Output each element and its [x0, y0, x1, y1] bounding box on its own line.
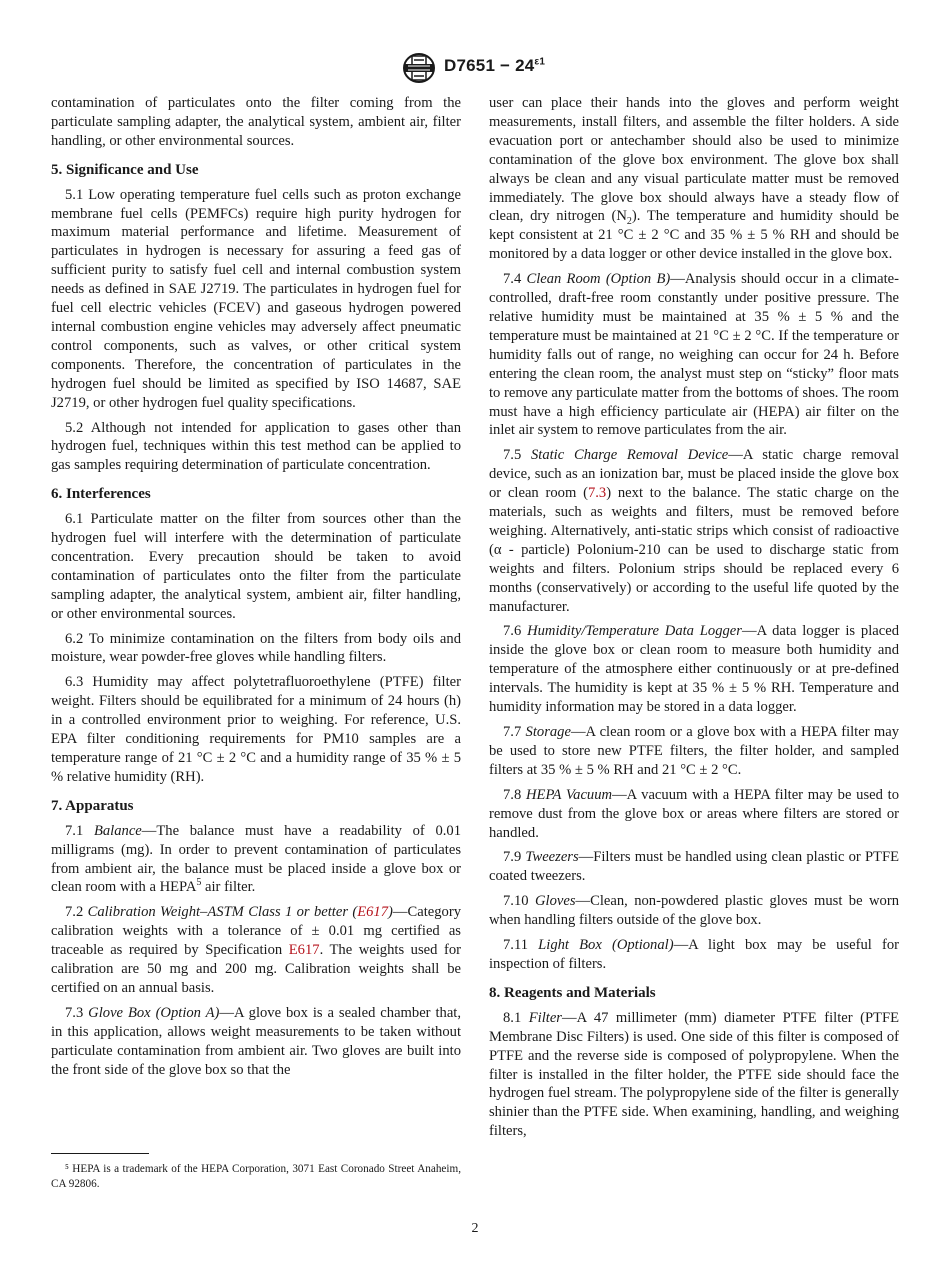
section-5-heading: 5. Significance and Use	[51, 161, 199, 178]
section-7-3-link[interactable]: 7.3	[587, 485, 607, 502]
paragraph-7-2: 7.2 Calibration Weight–ASTM Class 1 or better (E617)—Category calibration weights with a tolerance of ± 0.01 mg certified as traceable as required by Specification E617. The weights used for calibration are 50 mg and 200 mg. Calibration weights shall be certified on an annual basis.	[51, 904, 461, 996]
paragraph-7-11: 7.11 Light Box (Optional)—A light box may be useful for inspection of filters.	[489, 937, 900, 972]
section-7-heading: 7. Apparatus	[51, 797, 134, 814]
page-header	[0, 52, 950, 86]
paragraph-6-1: 6.1 Particulate matter on the filter from sources other than the hydrogen fuel will interfere with the determination of particulate concentration. Every precaution should be taken to avoid contamination of particulates onto the filter from the particulate sampling adapter, the analytical system, ambient air, filter handling, or other environmental sources.	[51, 511, 461, 622]
paragraph-6-2: 6.2 To minimize contamination on the filters from body oils and moisture, wear powder-free gloves while handling filters.	[51, 630, 461, 666]
paragraph-7-1: 7.1 Balance—The balance must have a readability of 0.01 milligrams (mg). In order to prevent contamination of particulates from ambient air, the balance must be placed inside a glove box or clean room with a HEPA$^5$ air filter.	[51, 822, 462, 896]
paragraph-6-3: 6.3 Humidity may affect polytetrafluoroethylene (PTFE) filter weight. Filters should be equilibrated for a minimum of 24 hours (h) in a controlled environment prior to weighing. For reference, U.S. EPA filter conditioning requirements for PM10 samples are a temperature range of 21 °C ± 2 °C and a humidity range of 35 % ± 5 % relative humidity (RH).	[51, 674, 461, 785]
footnote: ⁵ HEPA is a trademark of the HEPA Corporation, 3071 East Coronado Street Anaheim, CA 92806.	[51, 1163, 461, 1190]
footnote-divider	[51, 1153, 149, 1154]
paragraph-7-7: 7.7 Storage—A clean room or a glove box with a HEPA filter may be used to store new PTFE filters, the filter holder, and sampled filters at 35 % ± 5 % RH and 21 °C ± 2 °C.	[489, 724, 899, 778]
page-number: 2	[471, 1221, 479, 1236]
paragraph-5-2: 5.2 Although not intended for application to gases other than hydrogen fuel, techniques within this test method can be applied to gas samples requiring determination of particulate concentration.	[51, 419, 461, 474]
paragraph-continuation: contamination of particulates onto the filter coming from the particulate sampling adapter, the analytical system, ambient air, filter handling, or other environmental sources.	[51, 95, 461, 149]
paragraph-7-10: 7.10 Gloves—Clean, non-powdered plastic gloves must be worn when handling filters outside of the glove box.	[489, 893, 899, 929]
astm-logo-icon	[402, 52, 436, 84]
section-8-heading: 8. Reagents and Materials	[489, 984, 656, 1001]
paragraph-7-8: 7.8 HEPA Vacuum—A vacuum with a HEPA filter may be used to remove dust from the glove box or areas where filters are stored or handled.	[489, 786, 900, 841]
e617-link[interactable]: E617	[357, 904, 389, 921]
right-column	[489, 94, 899, 1147]
document-designation: $D7651 - 24^{\varepsilon 1}$	[444, 56, 546, 75]
paragraph-7-3-continuation: user can place their hands into the gloves and perform weight measurements, install filters, and assemble the filter holders. A side evacuation port or antechamber should also be used to minimize contamination of the glove box environment. The glove box shall always be clean and any visual particulate matter must be removed immediately. The glove box should always have a steady flow of clean, dry nitrogen $(N_2)$. The temperature and humidity should be kept consistent at 21 °C ± 2 °C and 35 % ± 5 % RH and should be monitored by a data logger or other device installed in the glove box.	[489, 95, 899, 263]
paragraph-7-4: 7.4 Clean Room (Option B)—Analysis should occur in a climate-controlled, draft-free room constantly under positive pressure. The relative humidity must be maintained at 35 % ± 5 % and the temperature must be maintained at 21 °C ± 2 °C. If the temperature or humidity falls out of range, no weighing can occur for 24 h. Before entering the clean room, the analyst must step on “sticky” floor mats to remove any particulate matter from the bottoms of shoes. The room must have a high efficiency particulate air (HEPA) air filter on the inlet air system to remove particulates from the air.	[489, 271, 899, 439]
e617-link-2[interactable]: E617	[288, 942, 320, 959]
paragraph-7-6: 7.6 Humidity/Temperature Data Logger—A data logger is placed inside the glove box or clean room to measure both humidity and temperature of the atmosphere either continuously or at pre-defined intervals. The humidity is kept at 35 % ± 5 % RH. Temperature and humidity information may be stored in a data logger.	[489, 623, 900, 716]
paragraph-7-9: 7.9 Tweezers—Filters must be handled using clean plastic or PTFE coated tweezers.	[489, 849, 900, 885]
paragraph-5-1: 5.1 Low operating temperature fuel cells such as proton exchange membrane fuel cells (PEMFCs) require high purity hydrogen for maximum material performance and lifetime. Measurement of particulates in hydrogen is necessary for assuring a feed gas of sufficient purity to satisfy fuel cell and internal combustion system needs as defined in SAE J2719. The particulates in hydrogen fuel for fuel cell electric vehicles (FCEV) and gaseous hydrogen powered internal combustion engine vehicles may adversely affect pneumatic control components, such as valves, or other critical system components. Therefore, the concentration of particulates in the hydrogen fuel should be limited as specified by ISO 14687, SAE J2719, or other hydrogen fuel quality specifications.	[51, 186, 461, 411]
paragraph-7-3: 7.3 Glove Box (Option A)—A glove box is a sealed chamber that, in this application, allows weight measurements to be taken without particulate contamination from ambient air. Two gloves are built into the front side of the glove box so that the	[51, 1004, 461, 1078]
paragraph-7-5: 7.5 Static Charge Removal Device—A static charge removal device, such as an ionization bar, must be placed inside the glove box or clean room (7.3) next to the balance. The static charge on the materials, such as weights and filters, must be removed before weighing. Alternatively, anti-static strips which consist of radioactive (α - particle) Polonium-210 can be used to discharge static from weights and filters. Polonium strips should be replaced every 6 months (conservatively) or according to the useful life quoted by the manufacturer.	[489, 447, 900, 615]
left-column	[51, 94, 461, 1086]
section-6-heading: 6. Interferences	[51, 486, 151, 503]
footnote-ref: 5	[196, 877, 202, 889]
paragraph-8-1: 8.1 Filter—A 47 millimeter (mm) diameter PTFE filter (PTFE Membrane Disc Filters) is used. One side of this filter is composed of PTFE and the reverse side is composed of polypropylene. When the filter is installed in the filter holder, the PTFE side should face the hydrogen fuel stream. The polypropylene side of the filter is generally shinier than the PTFE side. When examining, handling, and weighing filters,	[489, 1009, 900, 1140]
